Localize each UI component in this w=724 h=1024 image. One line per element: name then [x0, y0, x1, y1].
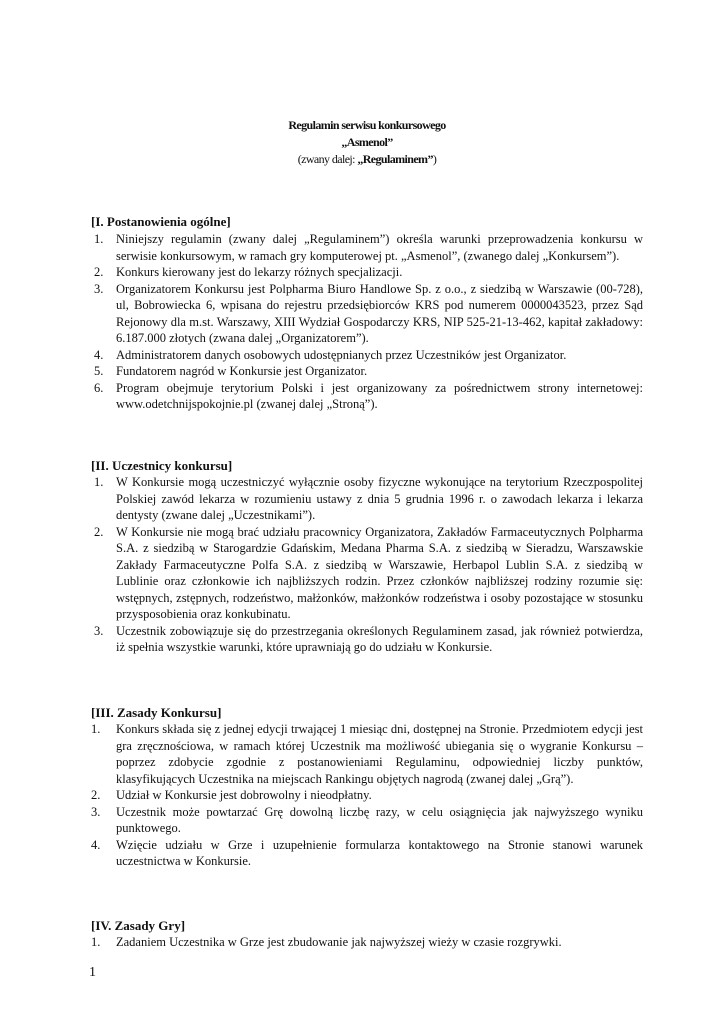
list-item: 1. W Konkursie mogą uczestniczyć wyłącznie osoby fizyczne wykonujące na terytorium Rzeczpospolitej Polskiej zawód lekarza w rozumieniu ustawy z dnia 5 grudnia 1996 r. o zawodach lekarza i lekarza dentysty (zwane dalej „Uczestnikami”). — [94, 475, 643, 522]
section-heading-1: [I. Postanowienia ogólne] — [91, 214, 231, 229]
list-item: 1. Konkurs składa się z jednej edycji trwającej 1 miesiąc dni, dostępnej na Stronie. Przedmiotem edycji jest gra zręcznościowa, w ramach której Uczestnik ma możliwość ubiegania się o wygranie Konkursu – poprzez zdobycie zgodnie z postanowieniami Regulaminu, odpowiedniej liczby punktów, klasyfikujących Uczestnika na miejscach Rankingu objętych nagrodą (zwanej dalej „Grą”). — [91, 722, 643, 786]
section-heading-3: [III. Zasady Konkursu] — [91, 705, 222, 720]
document-name: „Asmenol” — [341, 135, 393, 149]
section-list-1 — [91, 231, 643, 413]
section-list-3 — [91, 721, 643, 870]
document-title: Regulamin serwisu konkursowego — [288, 118, 446, 132]
list-item: 2. W Konkursie nie mogą brać udziału pracownicy Organizatora, Zakładów Farmaceutycznych Polpharma S.A. z siedzibą w Starogardzie Gdańskim, Medana Pharma S.A. z siedzibą w Sieradzu, Warszawskie Zakłady Farmaceutyczne Polfa S.A. z siedzibą w Warszawie, Herbapol Lublin S.A. z siedzibą w Lublinie oraz członkowie ich najbliższych rodzin. Przez członków najbliższej rodziny rozumie się: wstępnych, zstępnych, rodzeństwo, małżonków, małżonków rodzeństwa i osoby pozostające w stosunku przysposobienia oraz konkubinatu. — [94, 524, 643, 621]
list-item: 5. Fundatorem nagród w Konkursie jest Organizator. — [94, 364, 368, 378]
list-item: 1. Niniejszy regulamin (zwany dalej „Regulaminem”) określa warunki przeprowadzenia konkursu w serwisie konkursowym, w ramach gry komputerowej pt. „Asmenol”, (zwanego dalej „Konkursem”). — [94, 232, 643, 263]
list-item: 4. Administratorem danych osobowych udostępnianych przez Uczestników jest Organizator. — [94, 347, 567, 362]
section-heading-2: [II. Uczestnicy konkursu] — [91, 458, 233, 473]
section-list-2 — [91, 474, 643, 656]
section-heading-4: [IV. Zasady Gry] — [91, 918, 186, 933]
list-item: 4. Wzięcie udziału w Grze i uzupełnienie formularza kontaktowego na Stronie stanowi warunek uczestnictwa w Konkursie. — [91, 837, 643, 868]
list-item: 2. Udział w Konkursie jest dobrowolny i nieodpłatny. — [91, 788, 372, 802]
list-item: 3. Uczestnik zobowiązuje się do przestrzegania określonych Regulaminem zasad, jak również potwierdza, iż spełnia wszystkie warunki, które uprawniają go do udziału w Konkursie. — [94, 623, 643, 654]
list-item: 1. Zadaniem Uczestnika w Grze jest zbudowanie jak najwyższej wieży w czasie rozgrywki. — [91, 935, 562, 949]
list-item: 2. Konkurs kierowany jest do lekarzy różnych specjalizacji. — [94, 265, 403, 279]
document-subtitle: (zwany dalej: „Regulaminem”) — [297, 152, 437, 166]
list-item: 3. Uczestnik może powtarzać Grę dowolną liczbę razy, w celu osiągnięcia jak najwyższego wyniku punktowego. — [91, 804, 643, 835]
list-item: 6. Program obejmuje terytorium Polski i jest organizowany za pośrednictwem strony internetowej: www.odetchnijspokojnie.pl (zwanej dalej „Stroną”). — [94, 380, 643, 411]
document-title-block — [0, 117, 724, 168]
section-list-4 — [91, 934, 643, 951]
list-item: 3. Organizatorem Konkursu jest Polpharma Biuro Handlowe Sp. z o.o., z siedzibą w Warszawie (00-728), ul, Bobrowiecka 6, wpisana do rejestru przedsiębiorców KRS pod numerem 0000043523, przez Sąd Rejonowy dla m.st. Warszawy, XIII Wydział Gospodarczy KRS, NIP 525-21-13-462, kapitał zakładowy: 6.187.000 złotych (zwana dalej „Organizatorem”). — [94, 281, 643, 345]
page-number: 1 — [89, 965, 96, 980]
